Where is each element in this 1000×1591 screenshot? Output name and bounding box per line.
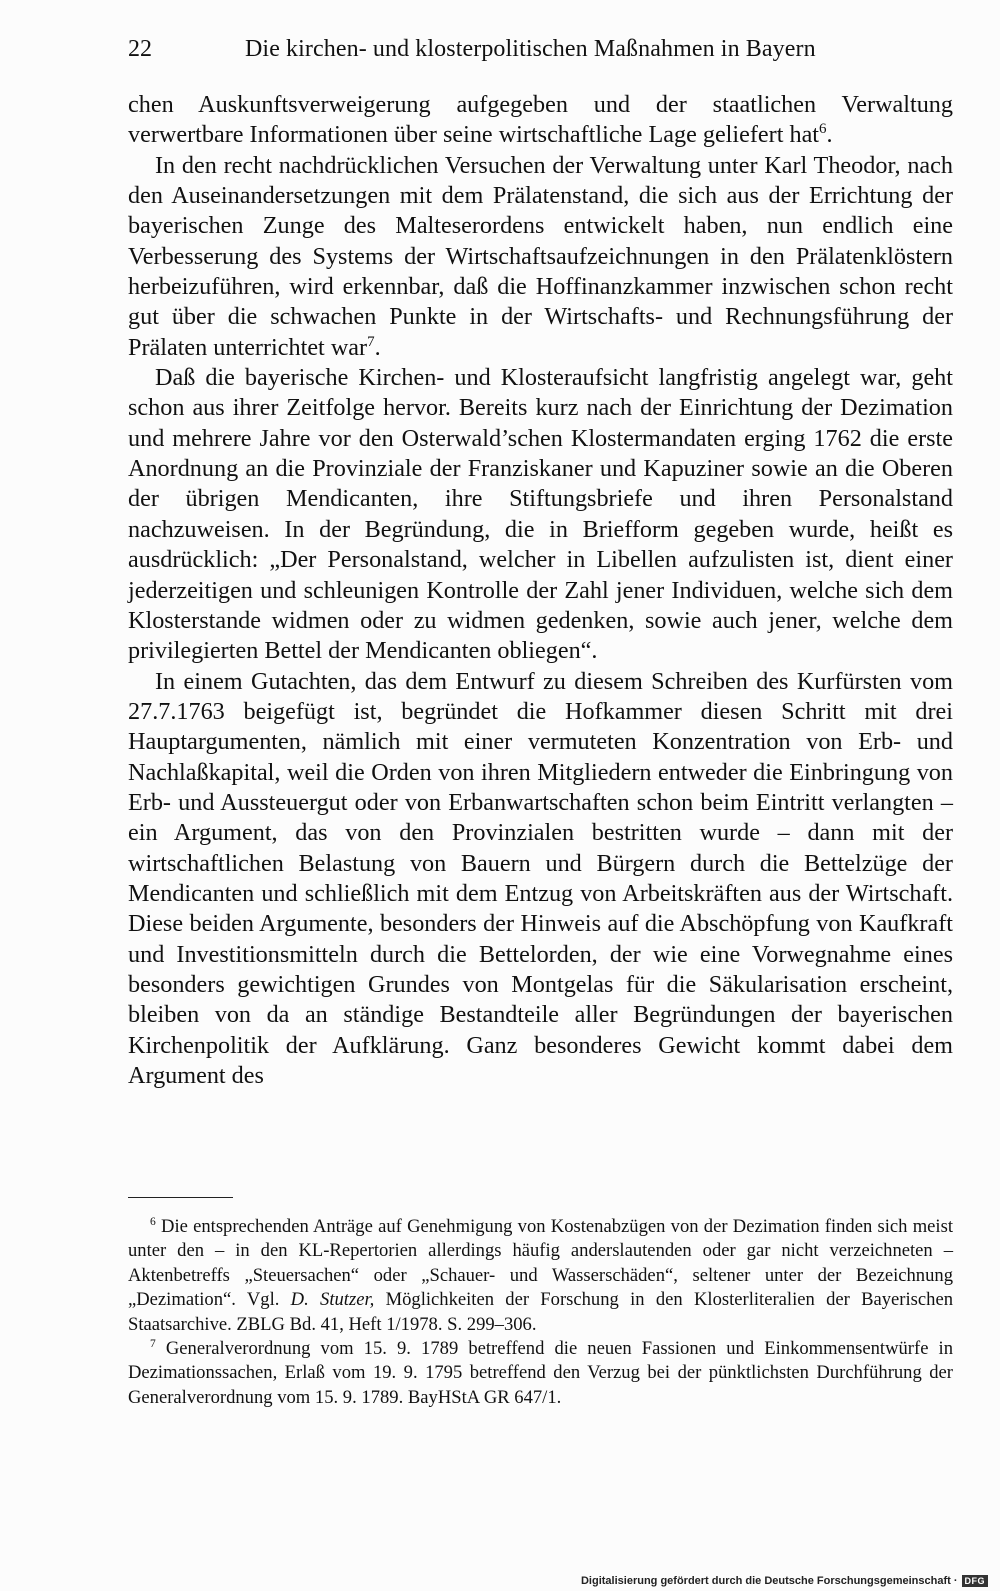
running-title: Die kirchen- und klosterpolitischen Maßnahmen in Bayern (245, 36, 816, 62)
paragraph-3: Daß die bayerische Kirchen- und Klosteraufsicht langfristig angelegt war, geht schon aus ihrer Zeitfolge hervor. Bereits kurz nach der Einrichtung der Dezimation und mehrere Jahre vor den Osterwald’schen Klostermandaten erging 1762 die erste Anordnung an die Provinziale der Franziskaner und Kapuziner sowie an die Oberen der übrigen Mendicanten, ihre Stiftungsbriefe und ihren Personalstand nachzuweisen. In der Begründung, die in Briefform gegeben wurde, heißt es ausdrücklich: „Der Personalstand, welcher in Libellen aufzulisten ist, dient einer jederzeitigen und schleunigen Kontrolle der Zahl jener Individuen, welche sich dem Klosterstande widmen oder zu widmen gedenken, sowie auch jener, welche dem privilegierten Bettel der Mendicanten obliegen“. (128, 364, 953, 665)
footnote-7-text: Generalverordnung vom 15. 9. 1789 betreffend die neuen Fassionen und Einkommensentwürfe in Dezimationssachen, Erlaß vom 19. 9. 1795 betreffend den Verzug bei der pünktlichsten Durchführung der Generalverordnung vom 15. 9. 1789. BayHStA GR 647/1. (128, 1338, 954, 1408)
footnote-ref-6[interactable]: 6 (819, 121, 827, 138)
paragraph-2 (128, 151, 953, 363)
footnote-6-author: D. Stutzer, (290, 1289, 375, 1311)
footnote-ref-7[interactable]: 7 (367, 333, 375, 350)
page-number: 22 (128, 36, 152, 62)
digitization-credit (581, 1575, 988, 1587)
footnote-7 (128, 1337, 953, 1410)
footnote-7-mark: 7 (150, 1337, 156, 1350)
paragraph-2-text: In den recht nachdrücklichen Versuchen der Verwaltung unter Karl Theodor, nach den Auseinandersetzungen mit dem Prälatenstand, die sich aus der Errichtung der bayerischen Zunge des Malteserordens entwickelt haben, nun endlich eine Verbesserung des Systems der Wirtschaftsaufzeichnungen in den Prälatenklöstern herbeizuführen, wird erkennbar, daß die Hoffinanzkammer inzwischen schon recht gut über die schwachen Punkte in der Wirtschafts- und Rechnungsführung der Prälaten unterrichtet war (128, 151, 953, 361)
paragraph-1 (128, 90, 953, 151)
paragraph-1-end: . (826, 121, 833, 149)
main-text (128, 90, 953, 1091)
footnote-6-text-a: Die entsprechenden Anträge auf Genehmigung von Kostenabzügen von der Dezimation finden sich meist unter den – in den KL-Repertorien allerdings häufig anderslautenden oder gar nicht verzeichneten – Aktenbetreffs „Steuersachen“ oder „Schauer- und Wasserschäden“, seltener unter der Bezeichnung „Dezimation“. Vgl. (128, 1216, 953, 1311)
paragraph-4: In einem Gutachten, das dem Entwurf zu diesem Schreiben des Kurfürsten vom 27.7.1763 beigefügt ist, begründet die Hofkammer diesen Schritt mit drei Hauptargumenten, nämlich mit einer vermuteten Konzentration von Erb- und Nachlaßkapital, weil die Orden von ihren Mitgliedern entweder die Einbringung von Erb- und Aussteuergut oder von Erbanwartschaften schon beim Eintritt verlangten – ein Argument, das von den Provinzialen bestritten wurde – dann mit der wirtschaftlichen Belastung von Bauern und Bürgern durch die Bettelzüge der Mendicanten und schließlich mit dem Entzug von Arbeitskräften aus der Wirtschaft. Diese beiden Argumente, besonders der Hinweis auf die Abschöpfung von Kaufkraft und Investitionsmitteln durch die Bettelorden, der wie eine Vorwegnahme eines besonders gewichtigen Grundes von Montgelas für die Säkularisation erscheint, bleiben von da an ständige Bestandteile aller Begründungen der bayerischen Kirchenpolitik der Aufklärung. Ganz besonderes Gewicht kommt dabei dem Argument des (128, 667, 953, 1089)
footnote-6-text-b: Möglichkeiten der Forschung in den Klosterliteralien der Bayerischen Staatsarchive. ZBLG Bd. 41, Heft 1/1978. S. 299–306. (128, 1289, 953, 1335)
footnotes (128, 1215, 953, 1410)
credit-text: Digitalisierung gefördert durch die Deutsche Forschungsgemeinschaft · (580, 1575, 958, 1587)
paragraph-2-end: . (374, 333, 381, 361)
footnote-6-mark: 6 (150, 1215, 156, 1228)
footnote-6 (128, 1215, 953, 1337)
paragraph-1-text: chen Auskunftsverweigerung aufgegeben und der staatlichen Verwaltung verwertbare Informationen über seine wirtschaftliche Lage geliefert hat (128, 91, 953, 149)
dfg-logo: DFG (962, 1575, 989, 1587)
footnote-divider (128, 1197, 233, 1198)
